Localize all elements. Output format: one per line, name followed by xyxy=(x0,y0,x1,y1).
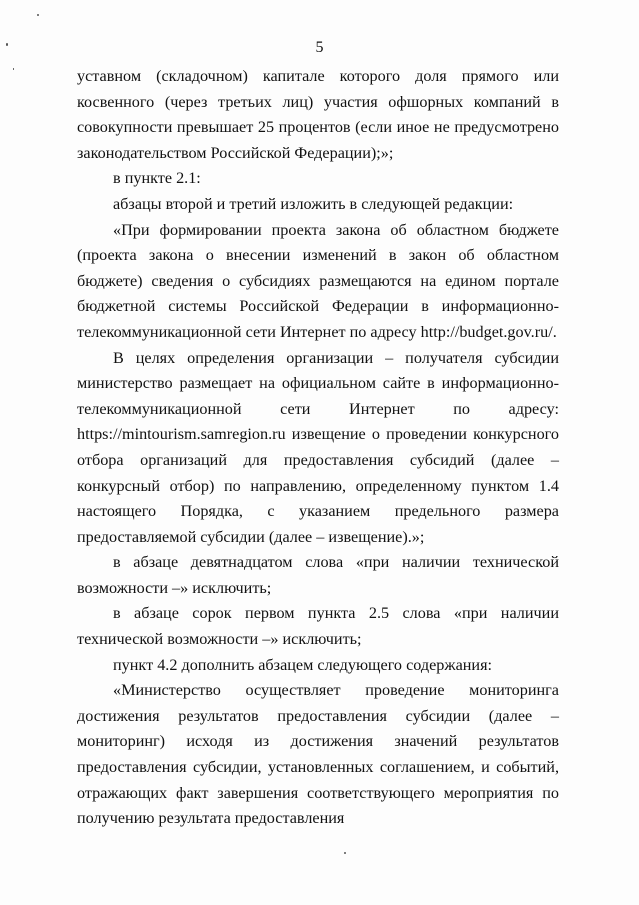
paragraph: абзацы второй и третий изложить в следующей редакции: xyxy=(113,194,514,213)
paragraph: в пункте 2.1: xyxy=(113,169,201,188)
scan-speck xyxy=(344,852,346,854)
paragraph: в абзаце сорок первом пункта 2.5 слова «при наличии технической возможности –» исключить; xyxy=(77,604,559,649)
document-body xyxy=(77,64,559,832)
page-number: 5 xyxy=(315,39,324,56)
paragraph: «При формировании проекта закона об областном бюджете (проекта закона о внесении изменений в закон об областном бюджете) сведения о субсидиях размещаются на едином портале бюджетной системы Российской Федерации в информационно-телекоммуникационной сети Интернет по адресу http://budget.gov.ru/. xyxy=(77,220,559,341)
paragraph: «Министерство осуществляет проведение мониторинга достижения результатов предоставления субсидии (далее – мониторинг) исходя из достижения значений результатов предоставления субсидии, установленных соглашением, и событий, отражающих факт завершения соответствующего мероприятия по получению результата предоставления xyxy=(77,681,559,828)
paragraph: в абзаце девятнадцатом слова «при наличии технической возможности –» исключить; xyxy=(77,553,559,597)
paragraph: пункт 4.2 дополнить абзацем следующего содержания: xyxy=(113,655,493,674)
scan-speck xyxy=(37,14,39,16)
paragraph: уставном (складочном) капитале которого доля прямого или косвенного (через третьих лиц) участия офшорных компаний в совокупности превышает 25 процентов (если иное не предусмотрено законодательством Российской Федерации);»; xyxy=(77,67,559,162)
scan-speck xyxy=(13,68,14,70)
paragraph: В целях определения организации – получателя субсидии министерство размещает на официальном сайте в информационно-телекоммуникационной сети Интернет по адресу: https://mintourism.samregion.ru извещение о проведении конкурсного отбора организаций для предоставления субсидий (далее – конкурсный отбор) по направлению, определенному пунктом 1.4 настоящего Порядка, с указанием предельного размера предоставляемой субсидии (далее – извещение).»; xyxy=(77,348,559,546)
